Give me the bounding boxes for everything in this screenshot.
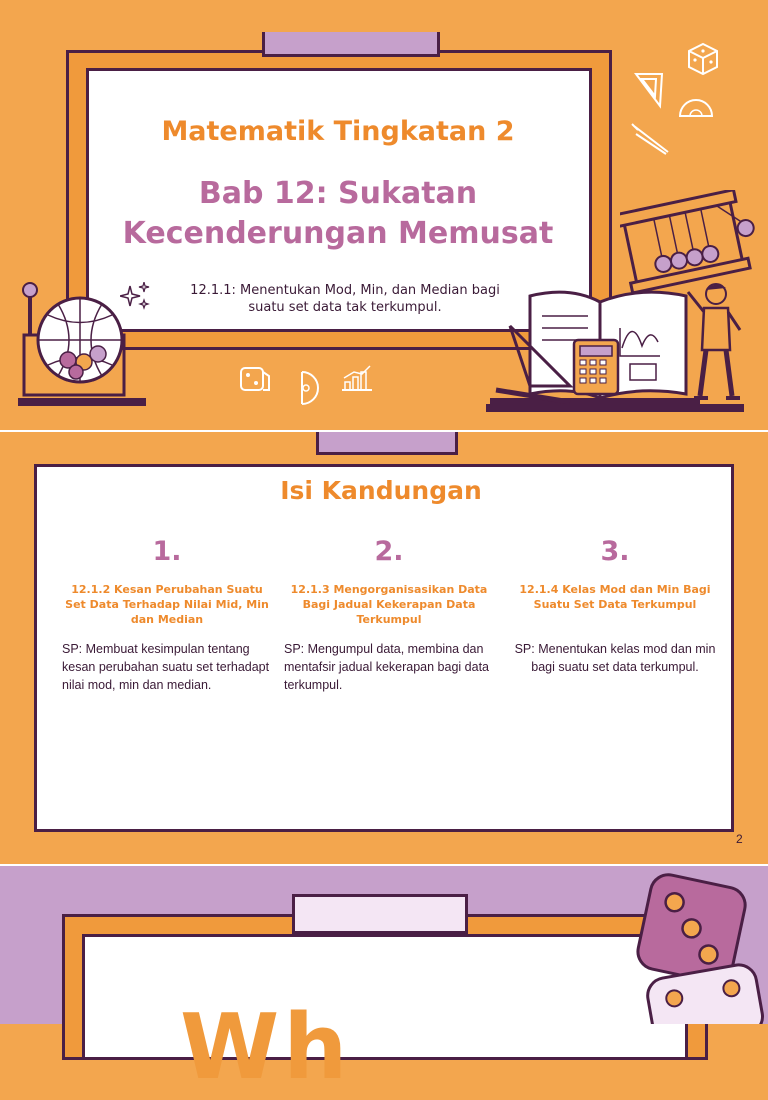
person-illustration xyxy=(680,280,752,412)
chapter-title xyxy=(88,174,588,254)
column-heading: 12.1.3 Mengorganisasikan Data Bagi Jadual Kekerapan Data Terkumpul xyxy=(290,583,488,626)
column-heading: 12.1.4 Kelas Mod dan Min Bagi Suatu Set Data Terkumpul xyxy=(519,583,711,611)
contents-column-1 xyxy=(62,536,272,694)
contents-title: Isi Kandungan xyxy=(280,476,482,505)
chalkboard-3 xyxy=(82,934,688,1060)
chapter-title-line-2: Kecenderungan Memusat xyxy=(122,216,554,251)
lottery-globe-icon xyxy=(18,280,150,412)
dice-icon xyxy=(238,362,272,396)
contents-column-2 xyxy=(284,536,494,694)
protractor-icon xyxy=(296,370,326,406)
column-body: SP: Mengumpul data, membina dan mentafsir jadual kekerapan bagi data terkumpul. xyxy=(284,642,489,692)
objective-line-1: 12.1.1: Menentukan Mod, Min, dan Median bagi xyxy=(190,283,500,298)
column-body: SP: Menentukan kelas mod dan min bagi suatu set data terkumpul. xyxy=(514,642,716,674)
board-clip-3 xyxy=(292,894,468,934)
column-number: 1. xyxy=(152,536,182,567)
contents-column-3 xyxy=(510,536,720,676)
board-clip-2 xyxy=(316,432,458,455)
open-book-icon xyxy=(490,286,700,414)
column-heading: 12.1.2 Kesan Perubahan Suatu Set Data Terhadap Nilai Mid, Min dan Median xyxy=(65,583,269,626)
dice-icon-large xyxy=(630,866,768,1024)
slide-1 xyxy=(0,0,768,430)
bar-chart-icon xyxy=(340,364,374,392)
partial-heading: Wh xyxy=(180,995,352,1100)
subject-title: Matematik Tingkatan 2 xyxy=(161,116,515,147)
page-number: 2 xyxy=(736,832,743,846)
board-clip xyxy=(262,32,440,57)
objective-line-2: suatu set data tak terkumpul. xyxy=(248,300,442,315)
column-number: 2. xyxy=(374,536,404,567)
learning-objective xyxy=(170,282,520,316)
column-body: SP: Membuat kesimpulan tentang kesan perubahan suatu set terhadapt nilai mod, min dan median. xyxy=(62,642,270,692)
compass-icon xyxy=(630,122,672,158)
set-square-icon xyxy=(632,70,666,110)
column-number: 3. xyxy=(600,536,630,567)
protractor-outline-icon xyxy=(676,94,716,122)
floor-line xyxy=(486,404,744,412)
dice-outline-icon xyxy=(686,42,720,76)
chapter-title-line-1: Bab 12: Sukatan xyxy=(198,176,478,211)
